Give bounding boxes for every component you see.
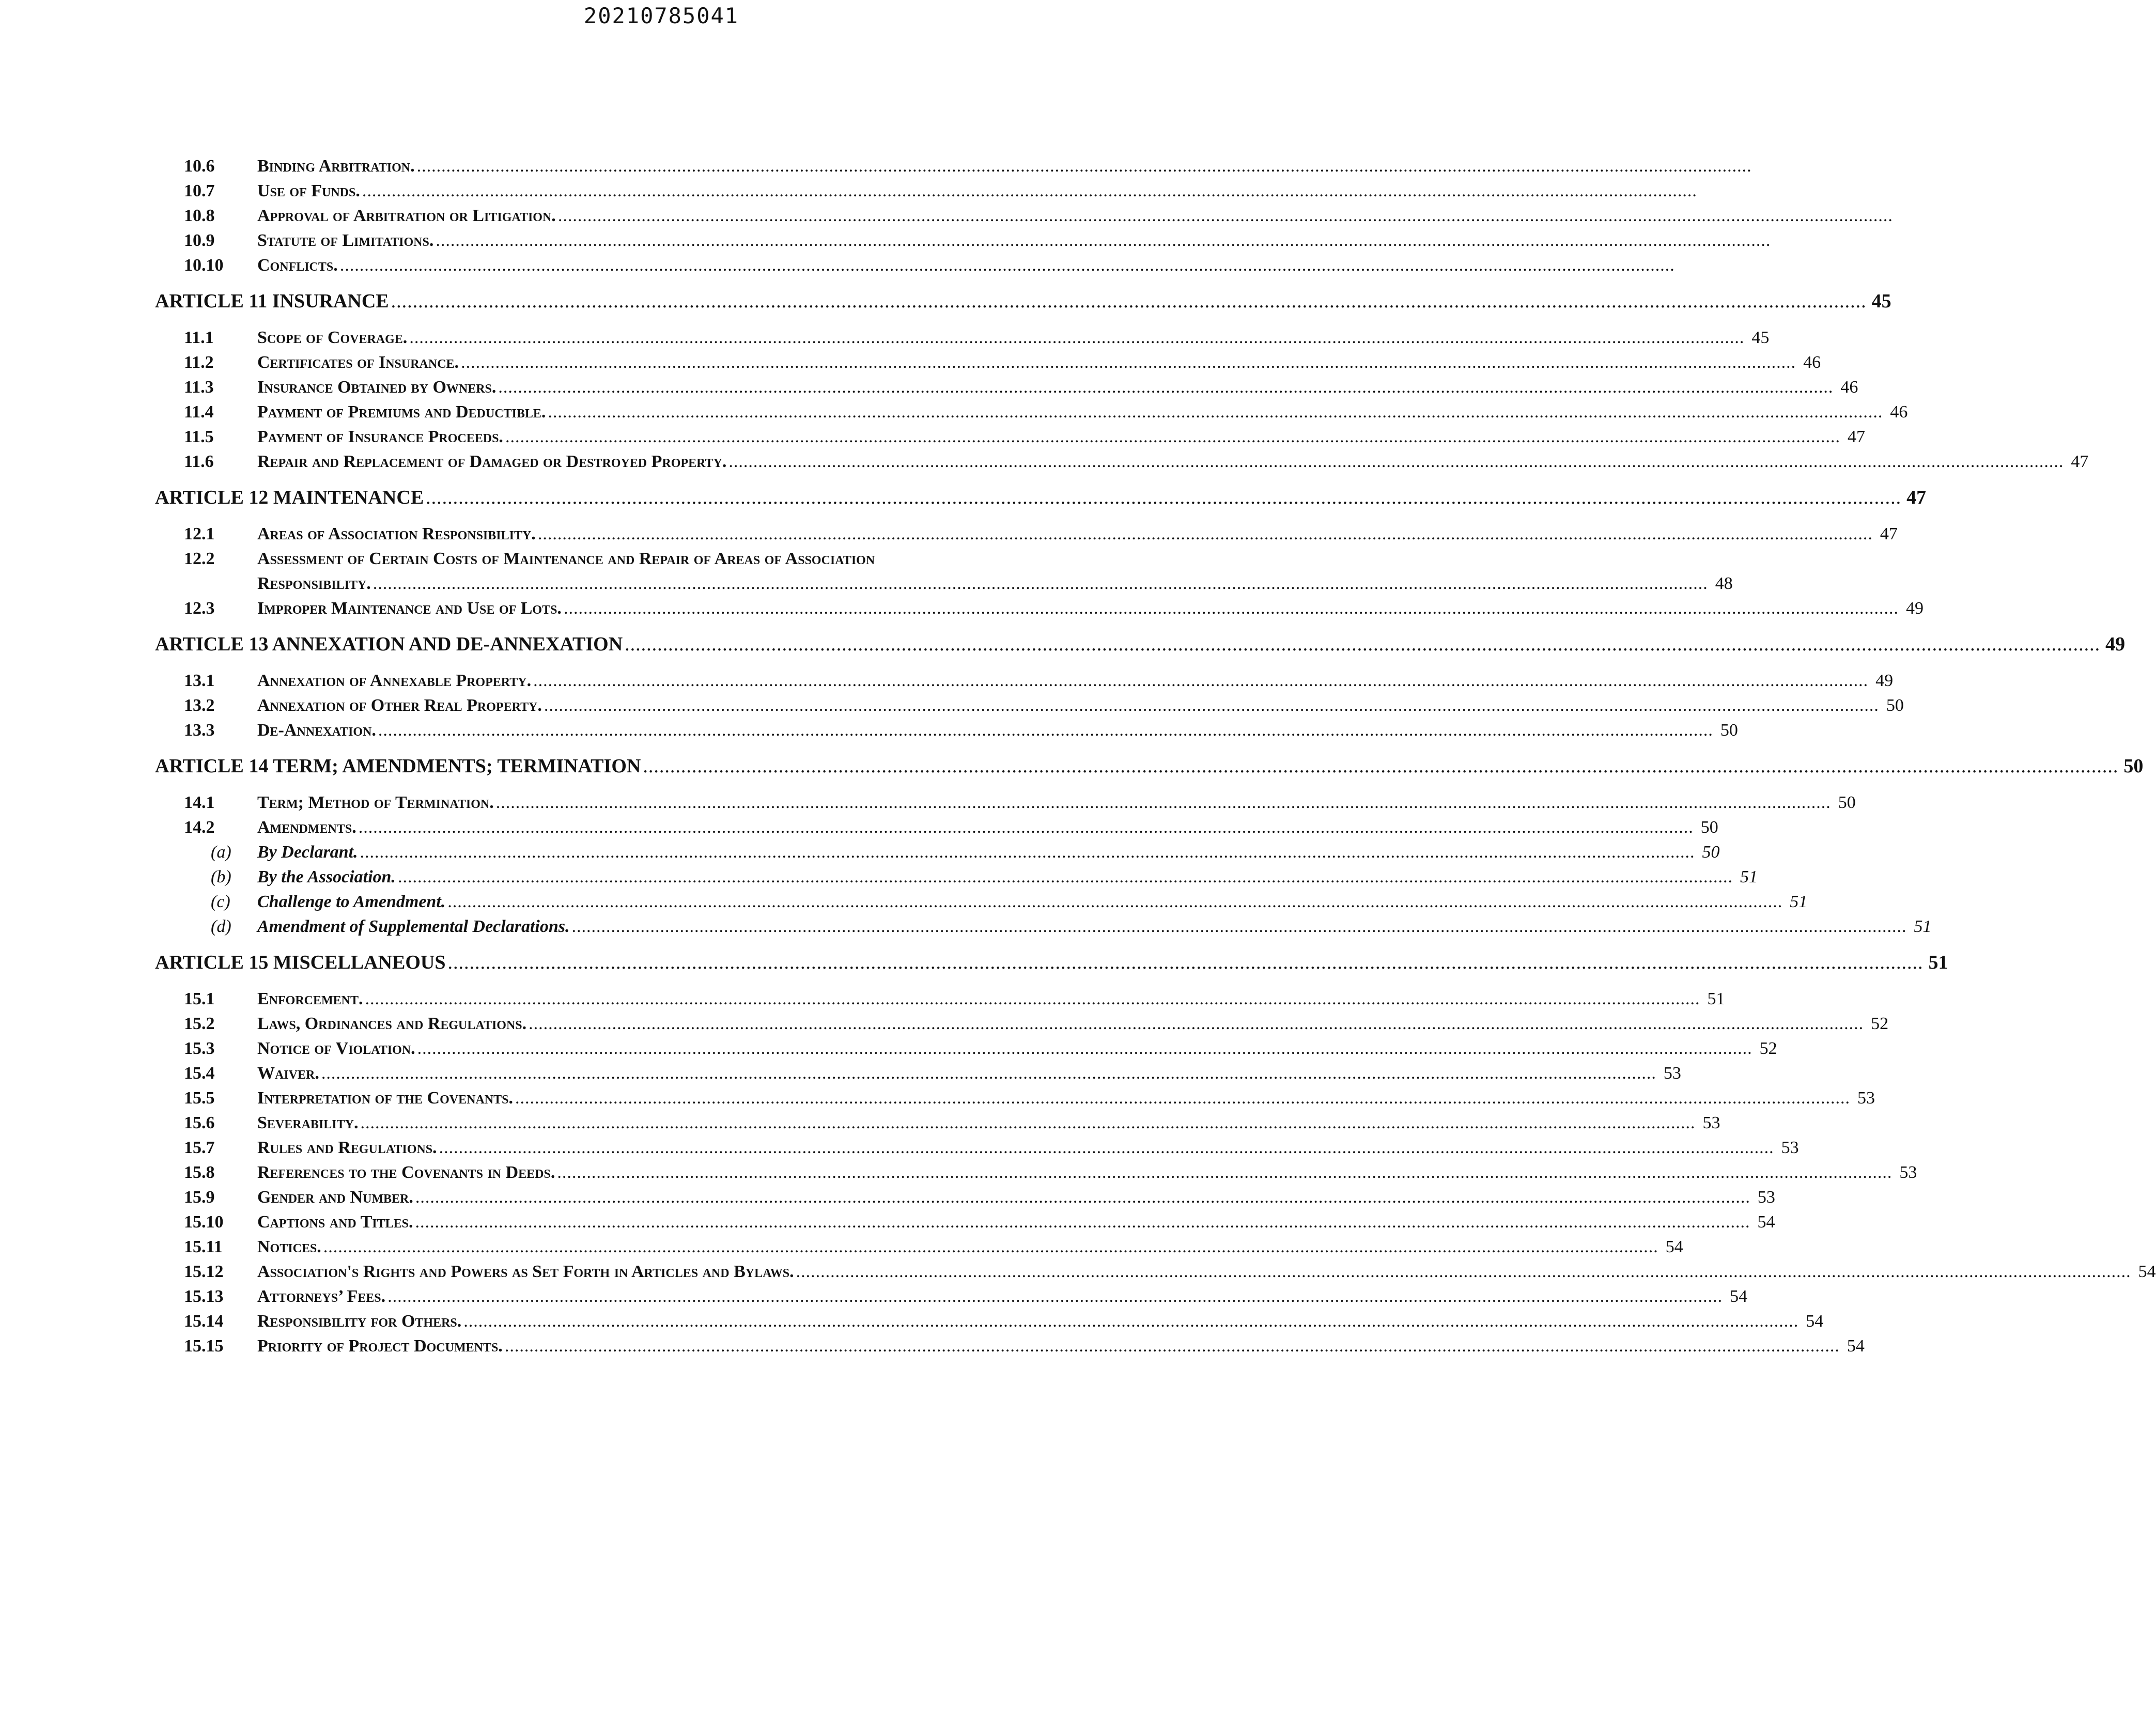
dot-leader [373, 571, 1708, 596]
section-title: Amendments. [257, 818, 356, 837]
dot-leader [558, 204, 1893, 228]
section-number: 10.10 [184, 256, 224, 275]
section-number: 13.1 [184, 671, 215, 690]
section-number: 15.15 [184, 1336, 224, 1356]
page-number: 46 [1803, 353, 1821, 372]
toc-entry[interactable] [155, 400, 1908, 425]
toc-group-11 [155, 325, 2089, 474]
dot-leader [417, 1036, 1752, 1061]
section-number: 15.1 [184, 989, 215, 1008]
page-number: 53 [1757, 1188, 1775, 1207]
dot-leader [362, 179, 1697, 204]
toc-subentry[interactable] [155, 890, 1808, 914]
article-label: ARTICLE 11 INSURANCE [155, 290, 389, 312]
section-number: 10.9 [184, 231, 215, 250]
section-title: Scope of Coverage. [257, 328, 408, 347]
section-number: 14.2 [184, 818, 215, 837]
toc-entry[interactable] [155, 1259, 2156, 1284]
toc-entry[interactable] [155, 547, 1733, 596]
page-number: 51 [1707, 989, 1725, 1008]
section-title: Use of Funds. [257, 181, 360, 200]
toc-entry[interactable] [155, 668, 1894, 693]
section-title-line2-row [257, 571, 1733, 596]
dot-leader [564, 596, 1899, 621]
subsection-letter: (c) [211, 892, 230, 911]
section-title: Binding Arbitration. [257, 157, 415, 176]
dot-leader [439, 1136, 1774, 1160]
dot-leader [415, 1210, 1750, 1235]
dot-leader [498, 375, 1833, 400]
toc-entry[interactable] [155, 1036, 1777, 1061]
section-title: References to the Covenants in Deeds. [257, 1163, 555, 1182]
section-number: 15.13 [184, 1287, 224, 1306]
document-number: 20210785041 [583, 3, 739, 28]
section-title: Notices. [257, 1237, 321, 1256]
section-title: Captions and Titles. [257, 1212, 413, 1232]
dot-leader [533, 668, 1868, 693]
toc-entry[interactable] [155, 1160, 1917, 1185]
section-number: 15.6 [184, 1113, 215, 1132]
subsection-letter: (b) [211, 867, 231, 886]
dot-leader [447, 950, 1923, 975]
toc-entry[interactable] [155, 1185, 1775, 1210]
toc-entry[interactable] [155, 1210, 1775, 1235]
toc-entry[interactable] [155, 1136, 1799, 1160]
section-title: Areas of Association Responsibility. [257, 524, 536, 543]
section-number: 11.2 [184, 353, 214, 372]
section-number: 15.2 [184, 1014, 215, 1033]
section-title: Priority of Project Documents. [257, 1336, 503, 1356]
dot-leader [461, 350, 1796, 375]
section-title: Payment of Premiums and Deductible. [257, 402, 546, 422]
section-title: Improper Maintenance and Use of Lots. [257, 599, 562, 618]
section-number: 10.8 [184, 206, 215, 225]
subsection-title: Amendment of Supplemental Declarations. [257, 917, 570, 936]
section-title: Annexation of Annexable Property. [257, 671, 532, 690]
toc-group-15 [155, 987, 2156, 1359]
page-number: 50 [1838, 793, 1856, 812]
toc-entry[interactable] [155, 1086, 1875, 1111]
page-number: 47 [1906, 487, 1927, 508]
section-number: 10.6 [184, 157, 215, 176]
toc-group-14 [155, 790, 1932, 939]
page-number: 49 [2105, 633, 2126, 655]
section-title: Approval of Arbitration or Litigation. [257, 206, 556, 225]
toc-entry[interactable] [155, 815, 1718, 840]
toc-entry[interactable] [155, 154, 1172, 179]
section-title: Waiver. [257, 1064, 319, 1083]
page-number: 47 [2071, 452, 2089, 471]
toc-entry[interactable] [155, 1111, 1720, 1136]
dot-leader [417, 154, 1752, 179]
section-title: Association's Rights and Powers as Set Forth in Articles and Bylaws. [257, 1262, 794, 1281]
section-title-wrap [257, 547, 1733, 596]
toc-subentry[interactable] [155, 865, 1758, 890]
section-title: Laws, Ordinances and Regulations. [257, 1014, 527, 1033]
article-label: ARTICLE 14 TERM; AMENDMENTS; TERMINATION [155, 755, 641, 777]
section-title: Repair and Replacement of Damaged or Destroyed Property. [257, 452, 727, 471]
toc-entry[interactable] [155, 1334, 1865, 1359]
toc-entry[interactable] [155, 179, 1172, 204]
toc-entry[interactable] [155, 987, 1725, 1012]
toc-subentry[interactable] [155, 914, 1932, 939]
page-number: 50 [1700, 818, 1718, 837]
article-heading-13[interactable] [155, 631, 2126, 657]
subsection-letter: (d) [211, 917, 231, 936]
toc-entry[interactable] [155, 1012, 1889, 1036]
dot-leader [360, 1111, 1695, 1136]
page-number: 50 [1702, 843, 1720, 862]
section-number: 10.7 [184, 181, 215, 200]
toc-subentry[interactable] [155, 840, 1720, 865]
dot-leader [557, 1160, 1892, 1185]
dot-leader [323, 1235, 1658, 1259]
toc-entry[interactable] [155, 253, 1172, 278]
section-number: 15.4 [184, 1064, 215, 1083]
section-title: Conflicts. [257, 256, 338, 275]
section-title: Gender and Number. [257, 1188, 413, 1207]
toc-entry[interactable] [155, 522, 1898, 547]
page-number: 51 [1740, 867, 1758, 886]
toc-entry[interactable] [155, 1061, 1681, 1086]
page-number: 47 [1847, 427, 1865, 446]
page-number: 54 [2138, 1262, 2156, 1281]
section-title-line2: Responsibility. [257, 574, 371, 593]
toc-entry[interactable] [155, 228, 1172, 253]
section-number: 15.11 [184, 1237, 223, 1256]
page-number: 50 [2123, 755, 2144, 777]
toc-group-13 [155, 668, 1904, 743]
section-title-line1: Assessment of Certain Costs of Maintenance and Repair of Areas of Association [257, 549, 875, 568]
toc-entry[interactable] [155, 449, 2089, 474]
toc-group-12 [155, 522, 1924, 621]
subsection-title: By Declarant. [257, 843, 358, 862]
article-heading-11[interactable] [155, 288, 1891, 314]
toc-entry[interactable] [155, 718, 1738, 743]
toc-entry[interactable] [155, 790, 1856, 815]
dot-leader [426, 485, 1901, 510]
page-number: 45 [1871, 290, 1891, 312]
section-title: Insurance Obtained by Owners. [257, 378, 497, 397]
section-title: Enforcement. [257, 989, 363, 1008]
dot-leader [387, 1284, 1723, 1309]
dot-leader [496, 790, 1831, 815]
section-number: 15.3 [184, 1039, 215, 1058]
dot-leader [529, 1012, 1864, 1036]
section-number: 15.8 [184, 1163, 215, 1182]
page-number: 54 [1730, 1287, 1748, 1306]
section-number: 11.6 [184, 452, 214, 471]
section-number: 15.7 [184, 1138, 215, 1157]
section-number: 12.1 [184, 524, 215, 543]
dot-leader [378, 718, 1713, 743]
table-of-contents [155, 154, 2156, 1359]
dot-leader [571, 914, 1906, 939]
dot-leader [360, 840, 1695, 865]
page-number: 51 [1928, 952, 1948, 973]
section-title: Interpretation of the Covenants. [257, 1088, 513, 1108]
dot-leader [548, 400, 1883, 425]
dot-leader [796, 1259, 2131, 1284]
page-number: 53 [1702, 1113, 1720, 1132]
toc-entry[interactable] [155, 596, 1924, 621]
section-number: 11.5 [184, 427, 214, 446]
dot-leader [398, 865, 1733, 890]
dot-leader [515, 1086, 1850, 1111]
section-title: Notice of Violation. [257, 1039, 415, 1058]
article-heading-15[interactable] [155, 950, 1948, 975]
section-title: Certificates of Insurance. [257, 353, 459, 372]
dot-leader [505, 1334, 1840, 1359]
section-title: Annexation of Other Real Property. [257, 696, 542, 715]
article-label: ARTICLE 12 MAINTENANCE [155, 487, 424, 508]
section-title: De-Annexation. [257, 721, 376, 740]
section-number: 15.12 [184, 1262, 224, 1281]
page-number: 53 [1781, 1138, 1799, 1157]
section-number: 14.1 [184, 793, 215, 812]
page-number: 54 [1806, 1312, 1824, 1331]
section-number: 12.3 [184, 599, 215, 618]
dot-leader [538, 522, 1873, 547]
toc-entry[interactable] [155, 1235, 1683, 1259]
section-number: 15.10 [184, 1212, 224, 1232]
page-number: 49 [1905, 599, 1924, 618]
dot-leader [625, 631, 2100, 657]
dot-leader [415, 1185, 1750, 1210]
page-number: 54 [1665, 1237, 1683, 1256]
dot-leader [321, 1061, 1656, 1086]
section-title: Statute of Limitations. [257, 231, 434, 250]
page-number: 54 [1847, 1336, 1865, 1356]
toc-entry[interactable] [155, 350, 1821, 375]
dot-leader [340, 253, 1675, 278]
dot-leader [391, 288, 1867, 314]
section-number: 13.3 [184, 721, 215, 740]
dot-leader [728, 449, 2064, 474]
subsection-title: Challenge to Amendment. [257, 892, 446, 911]
dot-leader [359, 815, 1694, 840]
dot-leader [365, 987, 1700, 1012]
subsection-title: By the Association. [257, 867, 396, 886]
article-heading-14[interactable] [155, 753, 2144, 779]
page-number: 45 [1751, 328, 1770, 347]
article-label: ARTICLE 15 MISCELLANEOUS [155, 952, 446, 973]
section-number: 11.3 [184, 378, 214, 397]
toc-entry[interactable] [155, 375, 1858, 400]
page-number: 46 [1890, 402, 1908, 422]
page-number: 54 [1757, 1212, 1775, 1232]
page-number: 51 [1790, 892, 1808, 911]
subsection-letter: (a) [211, 843, 231, 862]
section-number: 15.5 [184, 1088, 215, 1108]
toc-entry[interactable] [155, 204, 1172, 228]
page-number: 53 [1899, 1163, 1917, 1182]
page-number: 53 [1857, 1088, 1875, 1108]
section-number: 15.14 [184, 1312, 224, 1331]
section-title: Payment of Insurance Proceeds. [257, 427, 503, 446]
toc-entry[interactable] [155, 1284, 1748, 1309]
section-title: Responsibility for Others. [257, 1312, 462, 1331]
toc-entry[interactable] [155, 693, 1904, 718]
page-number: 50 [1720, 721, 1738, 740]
dot-leader [544, 693, 1879, 718]
article-label: ARTICLE 13 ANNEXATION AND DE-ANNEXATION [155, 633, 623, 655]
page-number: 52 [1759, 1039, 1777, 1058]
section-title: Attorneys’ Fees. [257, 1287, 386, 1306]
page-number: 48 [1715, 574, 1733, 593]
dot-leader [643, 753, 2118, 779]
toc-entry[interactable] [155, 425, 1865, 449]
section-number: 12.2 [184, 549, 215, 568]
toc-group-10 [155, 154, 1172, 278]
dot-leader [436, 228, 1771, 253]
section-title: Severability. [257, 1113, 359, 1132]
section-number: 11.4 [184, 402, 214, 422]
page-number: 53 [1663, 1064, 1681, 1083]
toc-entry[interactable] [155, 1309, 1824, 1334]
page-number: 51 [1914, 917, 1932, 936]
dot-leader [447, 890, 1782, 914]
dot-leader [463, 1309, 1798, 1334]
dot-leader [409, 325, 1744, 350]
page-number: 50 [1886, 696, 1904, 715]
dot-leader [505, 425, 1840, 449]
section-number: 13.2 [184, 696, 215, 715]
toc-entry[interactable] [155, 325, 1770, 350]
page-number: 52 [1871, 1014, 1889, 1033]
page-number: 49 [1875, 671, 1894, 690]
section-title: Rules and Regulations. [257, 1138, 437, 1157]
section-title: Term; Method of Termination. [257, 793, 494, 812]
page-number: 46 [1840, 378, 1858, 397]
section-number: 11.1 [184, 328, 214, 347]
article-heading-12[interactable] [155, 485, 1927, 510]
page-number: 47 [1880, 524, 1898, 543]
section-number: 15.9 [184, 1188, 215, 1207]
